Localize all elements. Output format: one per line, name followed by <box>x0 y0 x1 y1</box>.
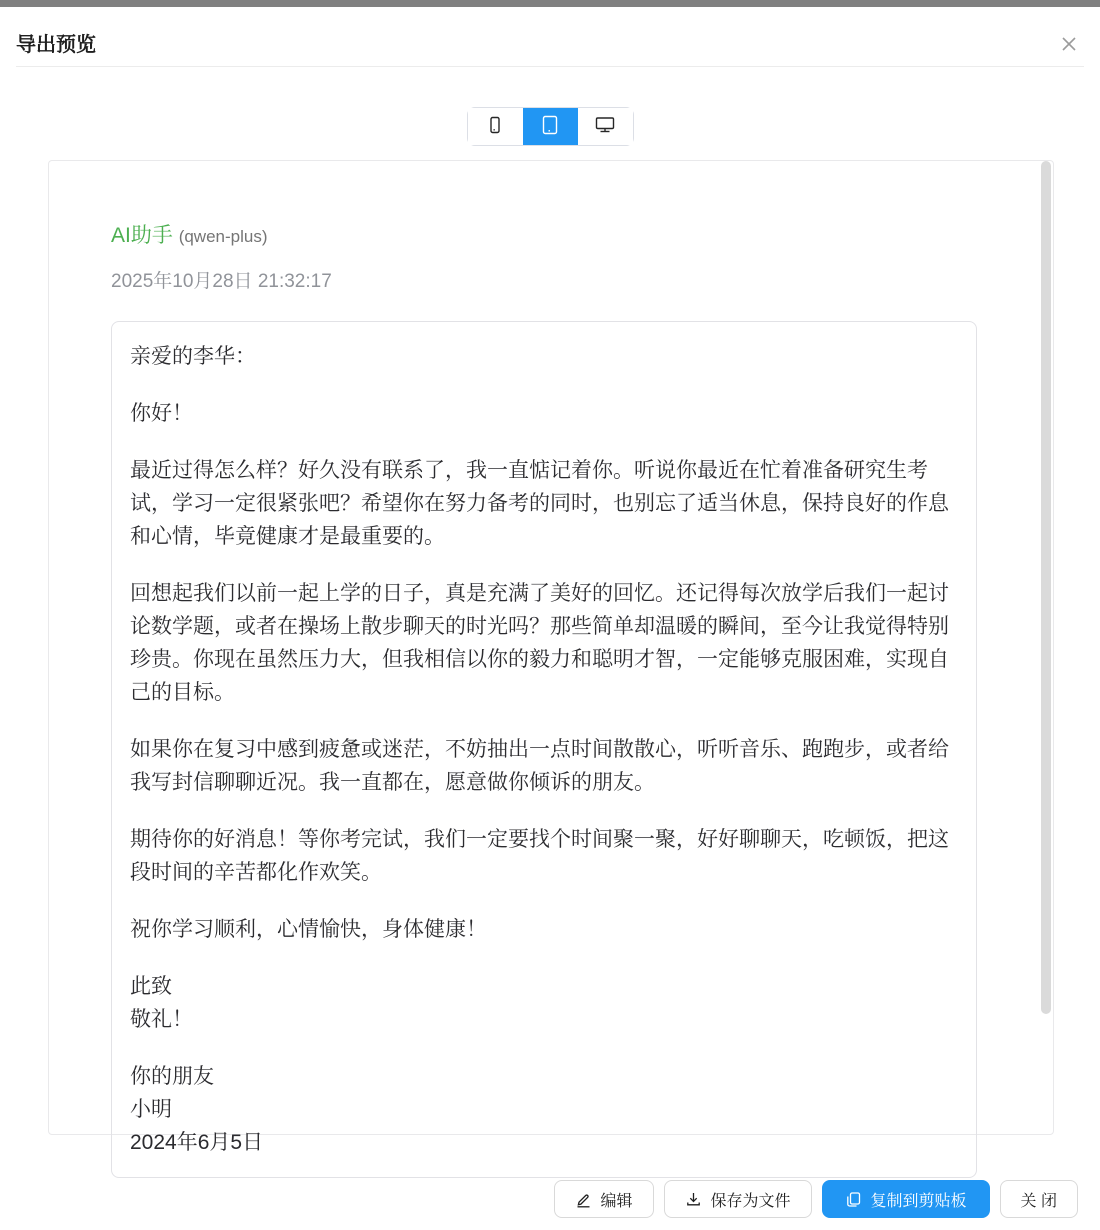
preview-scrollbar[interactable] <box>1041 161 1051 1014</box>
device-toggle-tablet[interactable] <box>523 108 578 145</box>
letter-paragraph: 祝你学习顺利，心情愉快，身体健康！ <box>130 918 487 941</box>
save-as-file-button[interactable] <box>664 1180 812 1218</box>
save-button-label: 保存为文件 <box>710 1192 791 1210</box>
device-view-toggle <box>467 107 634 146</box>
letter-content-box <box>111 321 977 1178</box>
device-toggle-mobile[interactable] <box>468 108 523 145</box>
dialog-title: 导出预览 <box>16 34 96 56</box>
letter-paragraph: 期待你的好消息！等你考完试，我们一定要找个时间聚一聚，好好聊聊天，吃顿饭，把这段时间的辛苦都化作欢笑。 <box>130 828 949 884</box>
close-icon[interactable] <box>1056 31 1082 57</box>
smartphone-icon <box>485 115 505 138</box>
device-toggle-desktop[interactable] <box>578 108 633 145</box>
letter-signature-line: 你的朋友 <box>130 1065 214 1088</box>
letter-paragraph: 最近过得怎么样？好久没有联系了，我一直惦记着你。听说你最近在忙着准备研究生考试，学习一定很紧张吧？希望你在努力备考的同时，也别忘了适当休息，保持良好的作息和心情，毕竟健康才是最重要的。 <box>130 459 949 548</box>
letter-paragraph: 你好！ <box>130 402 193 425</box>
dialog-footer <box>554 1180 1079 1218</box>
model-name: (qwen-plus) <box>178 227 268 246</box>
letter-closing-line: 敬礼！ <box>130 1008 193 1031</box>
copy-button-label: 复制到剪贴板 <box>870 1192 967 1210</box>
assistant-name: AI助手 <box>111 224 173 247</box>
monitor-icon <box>594 114 616 139</box>
letter-signature-line: 2024年6月5日 <box>130 1131 264 1154</box>
download-icon <box>685 1191 702 1208</box>
close-button[interactable] <box>1000 1180 1078 1218</box>
letter-signature <box>130 1060 958 1159</box>
preview-scroll-area[interactable] <box>48 160 1054 1154</box>
message-header <box>111 223 1053 250</box>
dialog-header <box>16 7 1084 67</box>
close-button-label: 关 闭 <box>1020 1192 1057 1210</box>
letter-closing-line: 此致 <box>130 975 172 998</box>
preview-content <box>49 161 1053 1178</box>
window-top-bar <box>0 0 1100 7</box>
copy-icon <box>845 1191 862 1208</box>
letter-closing <box>130 970 958 1036</box>
letter-paragraph: 亲爱的李华： <box>130 345 256 368</box>
pencil-icon <box>575 1191 592 1208</box>
edit-button-label: 编辑 <box>600 1192 633 1210</box>
letter-paragraph: 如果你在复习中感到疲惫或迷茫，不妨抽出一点时间散散心，听听音乐、跑跑步，或者给我写封信聊聊近况。我一直都在，愿意做你倾诉的朋友。 <box>130 738 949 794</box>
edit-button[interactable] <box>554 1180 654 1218</box>
letter-paragraph: 回想起我们以前一起上学的日子，真是充满了美好的回忆。还记得每次放学后我们一起讨论数学题，或者在操场上散步聊天的时光吗？那些简单却温暖的瞬间，至今让我觉得特别珍贵。你现在虽然压力大，但我相信以你的毅力和聪明才智，一定能够克服困难，实现自己的目标。 <box>130 582 949 704</box>
letter-signature-line: 小明 <box>130 1098 172 1121</box>
message-timestamp: 2025年10月28日 21:32:17 <box>111 271 332 292</box>
tablet-icon <box>539 114 561 139</box>
copy-to-clipboard-button[interactable] <box>822 1180 990 1218</box>
